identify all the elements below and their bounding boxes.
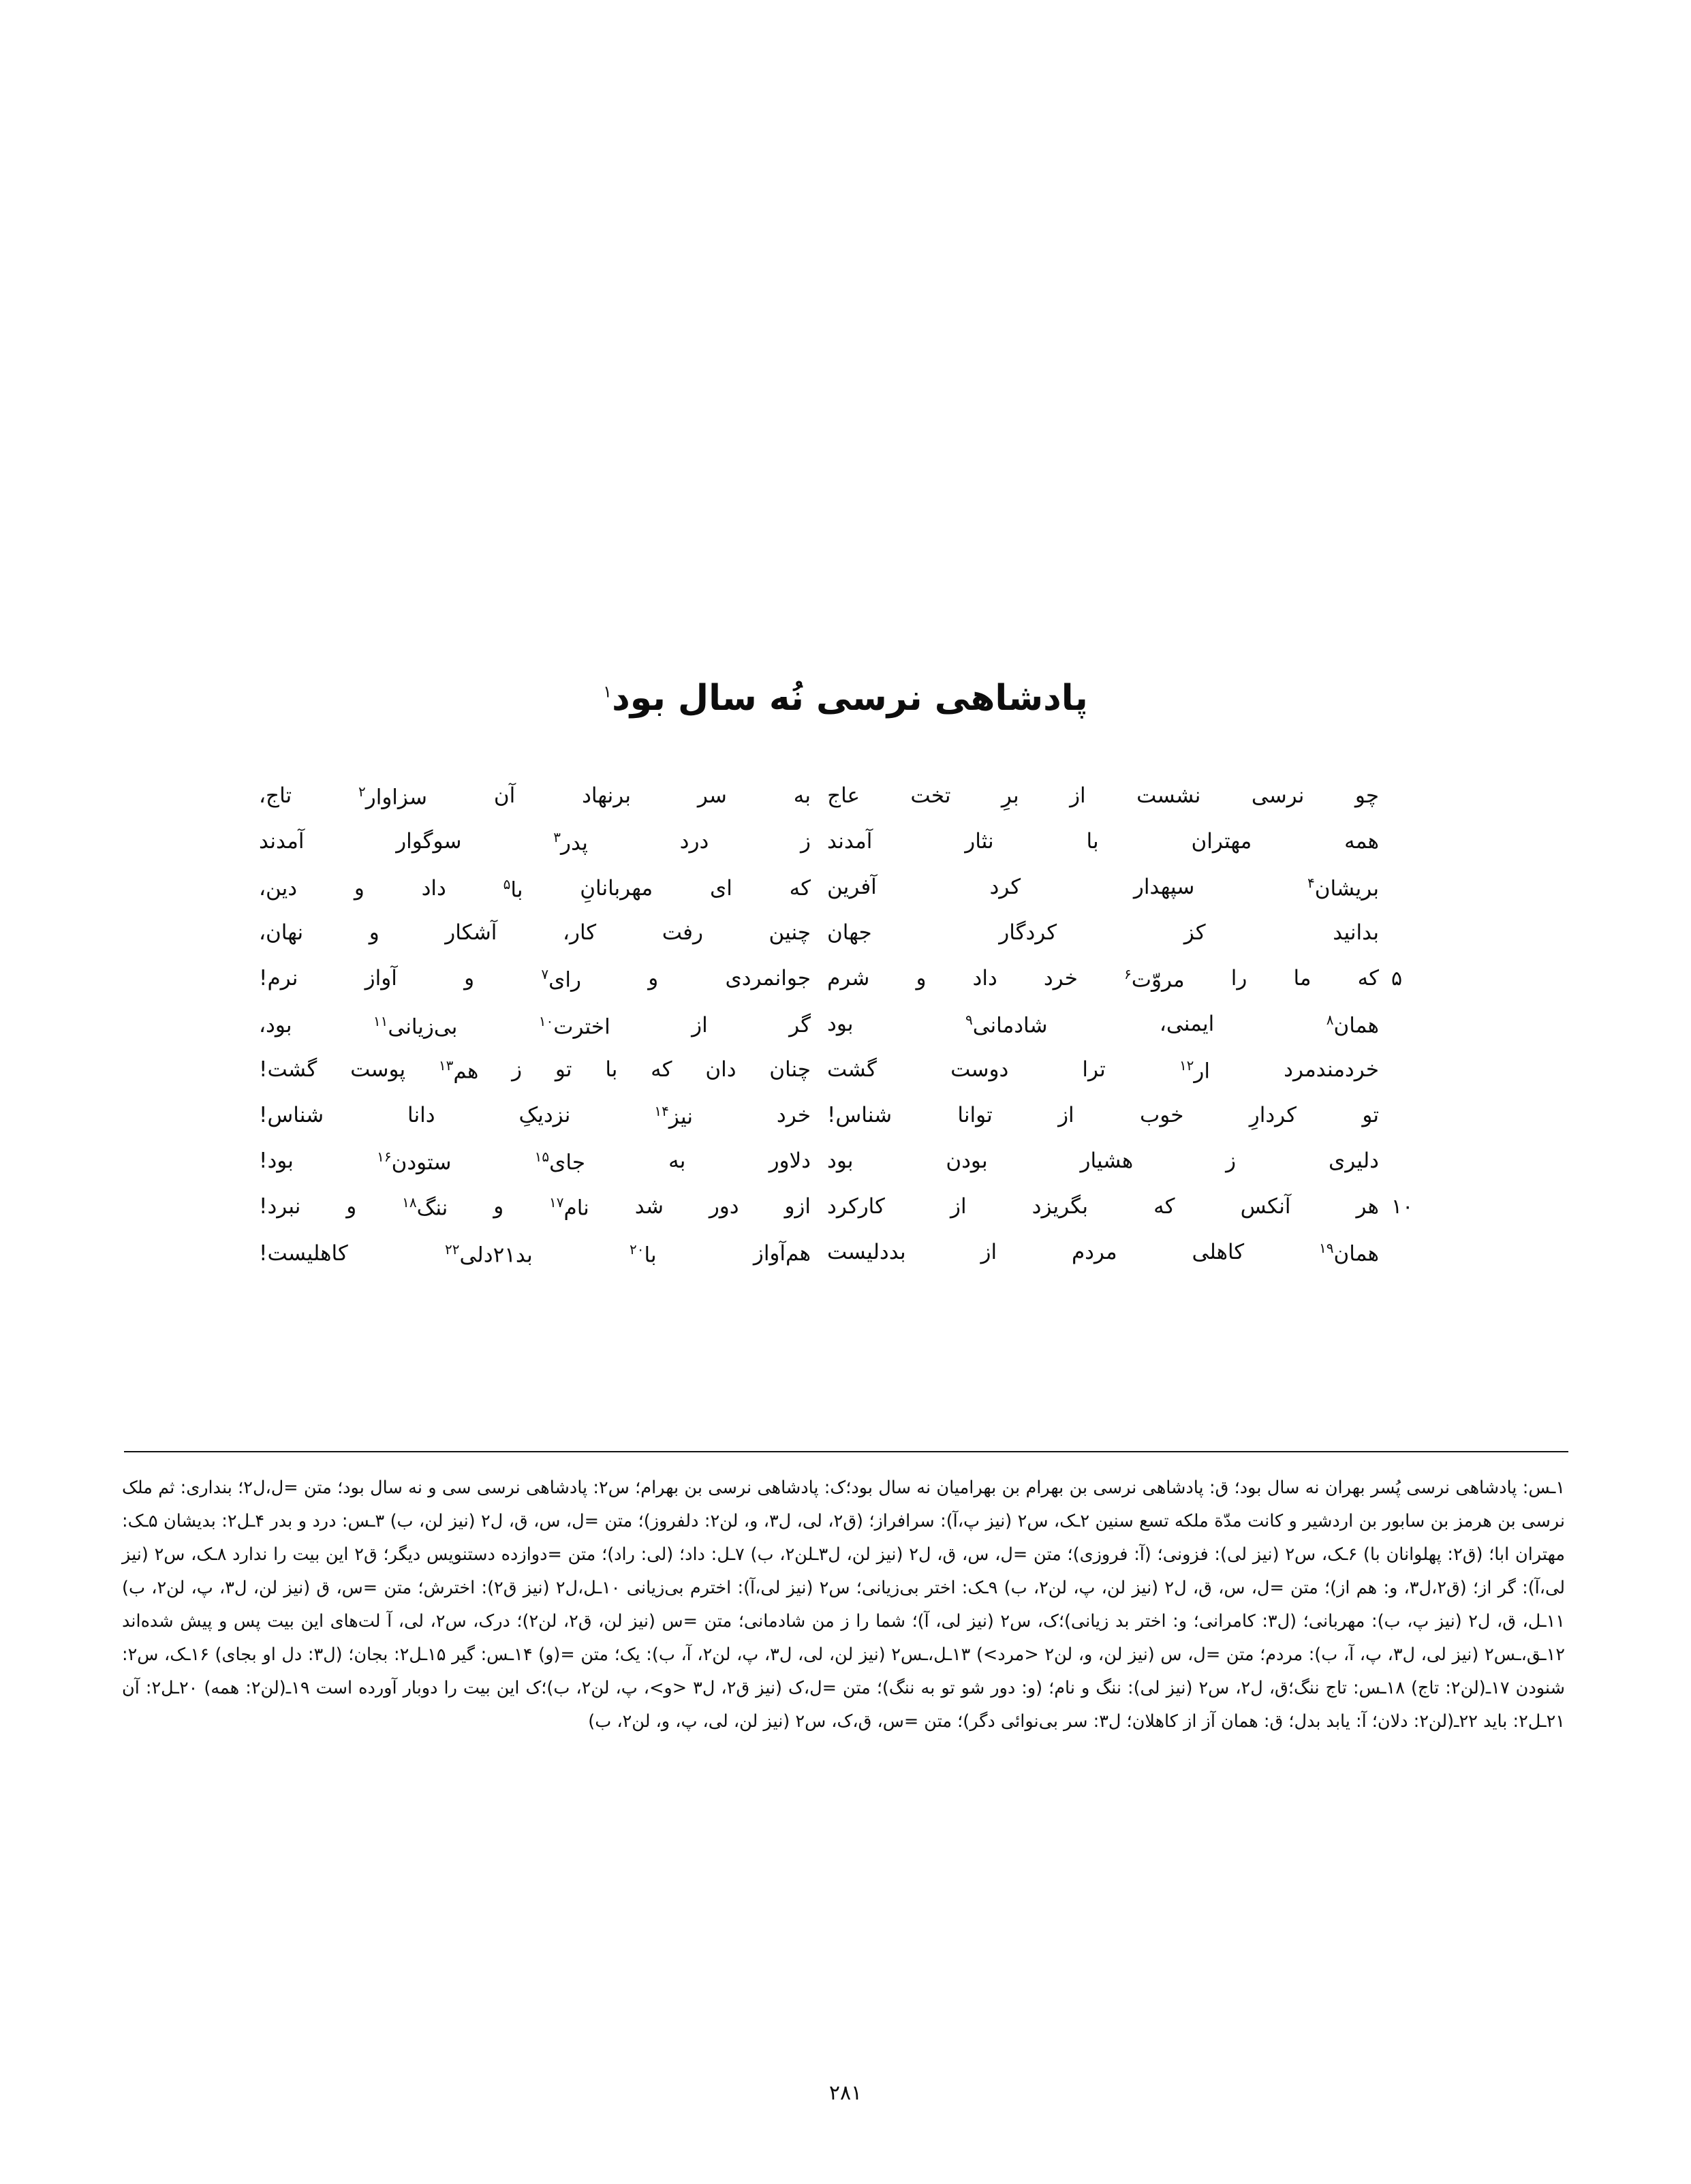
verse-line <box>259 1240 1432 1285</box>
verse-hemistich-left: ازو دور شد نام$^{۱۷}$ و ننگ$^{۱۸}$ و نبرد! <box>259 1194 811 1221</box>
verse-line <box>259 1012 1432 1057</box>
verse-block <box>259 783 1432 1285</box>
verse-hemistich-right: همه مهتران با نثار آمدند <box>827 829 1379 854</box>
verse-hemistich-left: دلاور به جای$^{۱۵}$ ستودن$^{۱۶}$ بود! <box>259 1149 811 1175</box>
page-title <box>0 678 1691 719</box>
verse-hemistich-left: گر از اخترت$^{۱۰}$ بی‌زیانی$^{۱۱}$ بود، <box>259 1013 811 1040</box>
verse-hemistich-left: جوانمردی و رای$^۷$ و آواز نرم! <box>259 966 811 993</box>
verse-hemistich-right: بریشان$^۴$ سپهدار کرد آفرین <box>827 875 1379 901</box>
verse-hemistich-left: ز درد پدر$^۳$ سوگوار آمدند <box>259 829 811 856</box>
verse-hemistich-left: چنان دان که با تو ز هم$^{۱۳}$ پوست گشت! <box>259 1057 811 1084</box>
page-title-text: پادشاهی نرسی نُه سال بود <box>612 677 1088 719</box>
verse-hemistich-left: هم‌آواز با$^{۲۰}$ بد۲۱دلی$^{۲۲}$ کاهلیست! <box>259 1241 811 1268</box>
verse-line <box>259 1149 1432 1194</box>
verse-hemistich-right: دلیری ز هشیار بودن بود <box>827 1149 1379 1173</box>
verse-hemistich-right: همان$^{۱۹}$ کاهلی مردم از بددلیست <box>827 1240 1379 1266</box>
verse-hemistich-right: چو نرسی نشست از برِ تخت عاج <box>827 783 1379 808</box>
verse-line <box>259 1103 1432 1149</box>
verse-line <box>259 875 1432 920</box>
verse-hemistich-left: چنین رفت کار، آشکار و نهان، <box>259 920 811 945</box>
verse-hemistich-right: بدانید کز کردگار جهان <box>827 920 1379 945</box>
verse-hemistich-left: خرد نیز$^{۱۴}$ نزدیکِ دانا شناس! <box>259 1103 811 1129</box>
verse-line <box>259 1057 1432 1103</box>
verse-hemistich-right: که ما را مروّت$^۶$ خرد داد و شرم <box>827 966 1379 993</box>
verse-line <box>259 829 1432 875</box>
footnote-divider <box>124 1451 1568 1452</box>
footnote-apparatus: ۱ـس: پادشاهی نرسی پُسر بهران نه سال بود؛ ق: پادشاهی نرسی بن بهرام بن بهرامیان نه سال بود؛ک: پادشاهی نرسی بن بهرام؛ س۲: پادشاهی نرسی سی و نه سال بود؛ متن =ل،ل۲؛ بنداری: ثم ملک نرسی بن هرمز بن سابور بن اردشیر و کانت مدّة ملکه تسع سنین ۲ـک، س۲ (نیز پ،آ): سرافراز؛ (ق۲، لی، ل۳، و، لن۲: دلفروز)؛ متن =ل، س، ق، ل۲ (نیز لن، ب) ۳ـس: درد و بدر ۴ـل۲: بدیشان ۵ـک: مهتران ابا؛ (ق۲: پهلوانان با) ۶ـک، س۲ (نیز لی): فزونی؛ (آ: فروزی)؛ متن =ل، س، ق، ل۲ (نیز لن، ل۳ـلن۲، ب) ۷ـل: داد؛ (لی: راد)؛ متن =دوازده دستنویس دیگر؛ ق۲ این بیت را ندارد ۸ـک، س۲ (نیز لی،آ): گر از؛ (ق۲،ل۳، و: هم از)؛ متن =ل، س، ق، ل۲ (نیز لن، پ، لن۲، ب) ۹ـک: اختر بی‌زیانی؛ س۲ (نیز لی،آ): اخترم بی‌زیانی ۱۰ـل،ل۲ (نیز ق۲): اخترش؛ متن =س، ق (نیز لن، ل۳، پ، لن۲، ب) ۱۱ـل، ق، ل۲ (نیز پ، ب): مهربانی؛ (ل۳: کامرانی؛ و: اختر بد زیانی)؛ک، س۲ (نیز لی، آ)؛ شما را ز من شادمانی؛ متن =س (نیز لن، ق۲، لن۲)؛ درک، س۲، لی، آ لت‌های این بیت پس و پیش شده‌اند ۱۲ـق،ـس۲ (نیز لی، ل۳، پ، آ، ب): مردم؛ متن =ل، س (نیز لن، و، لن۲ <مرد>) ۱۳ـل،ـس۲ (نیز لن، لی، ل۳، پ، لن۲، آ، ب): یک؛ متن =(و) ۱۴ـس: گیر ۱۵ـل۲: بجان؛ (ل۳: دل او بجای) ۱۶ـک، س۲: شنودن ۱۷ـ(لن۲: تاج) ۱۸ـس: تاج ننگ؛ق، ل۲، س۲ (نیز لی): ننگ و نام؛ (و: دور شو تو به ننگ)؛ متن =ل،ک (نیز ق۲، ل۳ <و>، پ، لن۲، ب)؛ک این بیت را دوبار آورده است ۱۹ـ(لن۲: همه) ۲۰ـل۲: آن ۲۱ـل۲: باید ۲۲ـ(لن۲: دلان؛ آ: یابد بدل؛ ق: همان آز از کاهلان؛ ل۳: سر بی‌نوائی دگر)؛ متن =س، ق،ک، س۲ (نیز لن، لی، پ، و، لن۲، ب) <box>122 1478 1566 1732</box>
verse-line <box>259 966 1432 1012</box>
page-number: ۲۸۱ <box>828 2081 863 2105</box>
verse-line-number: ۵ <box>1391 967 1403 990</box>
verse-line-number: ۱۰ <box>1391 1195 1414 1219</box>
page-title-footnote-marker: ۱ <box>603 682 612 702</box>
verse-hemistich-right: خردمندمرد ار$^{۱۲}$ ترا دوست گشت <box>827 1057 1379 1084</box>
verse-hemistich-right: همان$^۸$ ایمنی، شادمانی$^۹$ بود <box>827 1012 1379 1038</box>
verse-hemistich-left: به سر برنهاد آن سزاوار$^۲$ تاج، <box>259 783 811 810</box>
verse-line <box>259 783 1432 829</box>
verse-line <box>259 1194 1432 1240</box>
verse-hemistich-left: که ای مهربانانِ با$^۵$ داد و دین، <box>259 876 811 903</box>
verse-hemistich-right: تو کردارِ خوب از توانا شناس! <box>827 1103 1379 1127</box>
verse-line <box>259 920 1432 966</box>
verse-hemistich-right: هر آنکس که بگریزد از کارکرد <box>827 1194 1379 1219</box>
